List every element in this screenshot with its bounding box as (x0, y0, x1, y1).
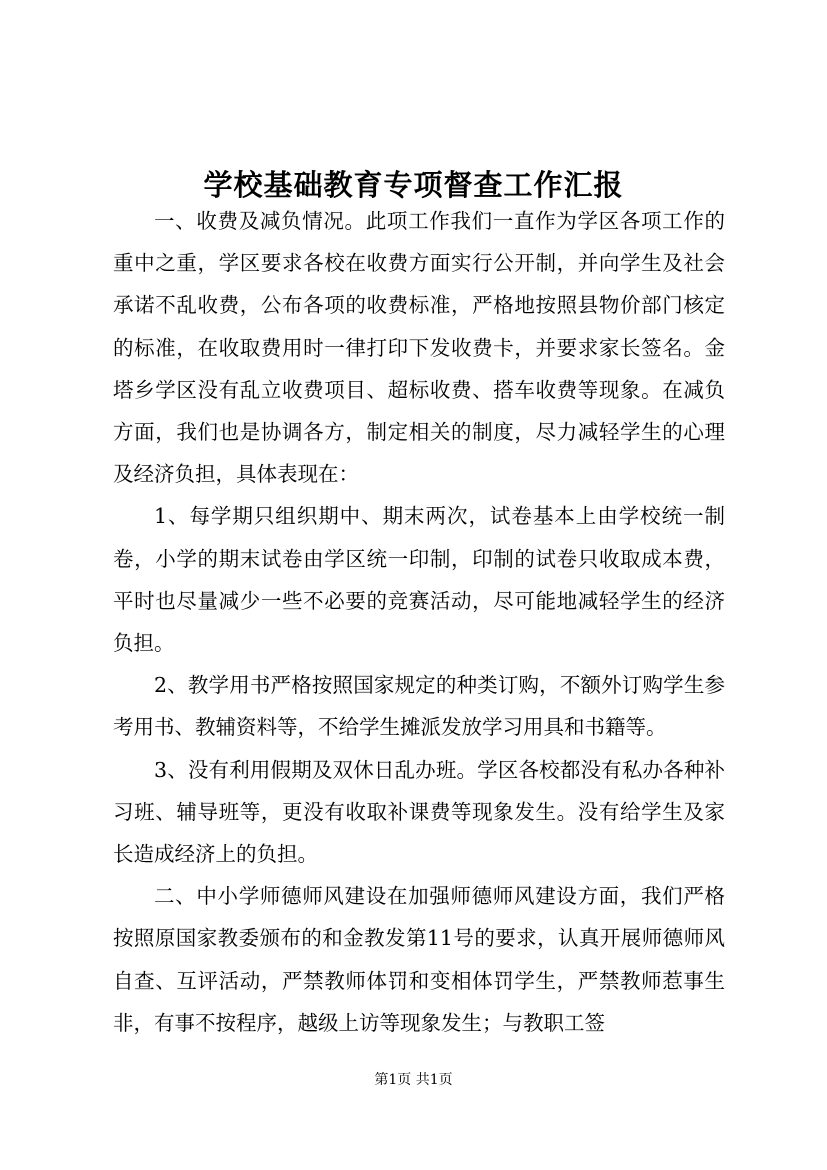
document-title: 学校基础教育专项督查工作汇报 (203, 168, 624, 203)
page-footer: 第1页 共1页 (374, 1072, 453, 1088)
paragraph-teacher-ethics: 二、中小学师德师风建设在加强师德师风建设方面，我们严格按照原国家教委颁布的和金教发第11号的要求，认真开展师德师风自查、互评活动，严禁教师体罚和变相体罚学生，严禁教师惹事生非，有事不按程序，越级上访等现象发生；与教职工签 (113, 884, 725, 1035)
document-body (113, 200, 725, 1044)
paragraph-exams: 1、每学期只组织期中、期末两次，试卷基本上由学校统一制卷，小学的期末试卷由学区统一印制，印制的试卷只收取成本费，平时也尽量减少一些不必要的竞赛活动，尽可能地减轻学生的经济负担。 (113, 504, 725, 656)
paragraph-holiday-classes: 3、没有利用假期及双休日乱办班。学区各校都没有私办各种补习班、辅导班等，更没有收取补课费等现象发生。没有给学生及家长造成经济上的负担。 (113, 757, 725, 867)
paragraph-fees-and-burden: 一、收费及减负情况。此项工作我们一直作为学区各项工作的重中之重，学区要求各校在收费方面实行公开制，并向学生及社会承诺不乱收费，公布各项的收费标准，严格地按照县物价部门核定的标准，在收取费用时一律打印下发收费卡，并要求家长签名。金塔乡学区没有乱立收费项目、超标收费、搭车收费等现象。在减负方面，我们也是协调各方，制定相关的制度，尽力减轻学生的心理及经济负担，具体表现在： (113, 209, 725, 487)
paragraph-textbooks: 2、教学用书严格按照国家规定的种类订购，不额外订购学生参考用书、教辅资料等，不给学生摊派发放学习用具和书籍等。 (113, 673, 725, 740)
